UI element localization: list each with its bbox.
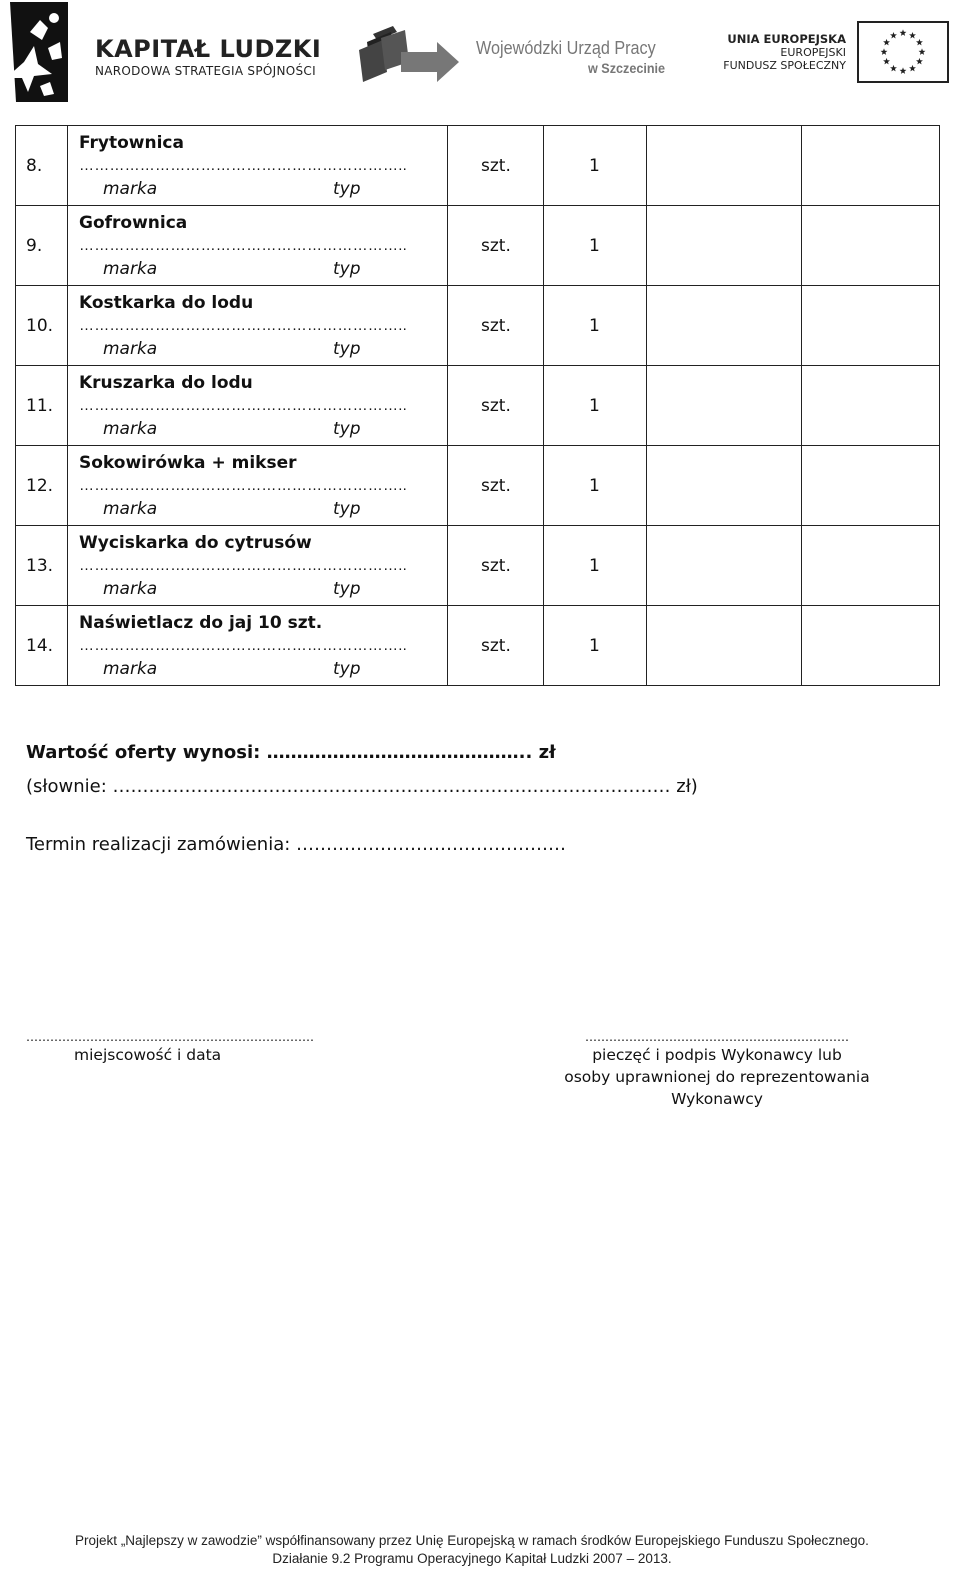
offer-value: Wartość oferty wynosi: …………………………………….. zł: [26, 742, 556, 763]
item-number: 9.: [16, 206, 68, 286]
table-row: [16, 126, 940, 206]
item-number: 13.: [16, 526, 68, 606]
item-unit: szt.: [448, 366, 544, 446]
item-labels: [68, 576, 447, 602]
item-dots: ………………………………………………………..: [79, 236, 407, 254]
eu-star-icon: [909, 65, 916, 72]
type-label: typ: [333, 658, 361, 679]
item-quantity: 1: [544, 526, 647, 606]
item-number: 11.: [16, 366, 68, 446]
item-quantity: 1: [544, 366, 647, 446]
eu-star-icon: [883, 39, 890, 46]
item-name: Naświetlacz do jaj 10 szt.: [79, 612, 323, 633]
eu-star-icon: [919, 48, 926, 55]
item-labels: [68, 496, 447, 522]
footer-line2: Działanie 9.2 Programu Operacyjnego Kapitał Ludzki 2007 – 2013.: [272, 1551, 672, 1566]
item-name: Kostkarka do lodu: [79, 292, 254, 313]
item-description: [68, 126, 448, 206]
eu-star-icon: [881, 48, 888, 55]
wup-cards-arrow-logo-icon: [355, 24, 463, 88]
item-unit: szt.: [448, 526, 544, 606]
eu-stars-flag-icon: [857, 21, 949, 83]
total-price-cell[interactable]: [802, 286, 940, 366]
offer-summary: [26, 742, 698, 855]
item-quantity: 1: [544, 126, 647, 206]
item-quantity: 1: [544, 606, 647, 686]
item-name: Wyciskarka do cytrusów: [79, 532, 312, 553]
item-unit: szt.: [448, 206, 544, 286]
items-table: [15, 125, 940, 686]
brand-label: marka: [103, 658, 158, 679]
type-label: typ: [333, 498, 361, 519]
completion-term: Termin realizacji zamówienia: ………………………………………: [26, 834, 567, 855]
item-dots: ………………………………………………………..: [79, 556, 407, 574]
type-label: typ: [333, 578, 361, 599]
total-price-cell[interactable]: [802, 366, 940, 446]
type-label: typ: [333, 418, 361, 439]
kapital-ludzki-text: [95, 36, 321, 78]
item-dots: ………………………………………………………..: [79, 316, 407, 334]
item-description: [68, 206, 448, 286]
contractor-caption-line2: osoby uprawnionej do reprezentowania Wykonawcy: [564, 1068, 870, 1108]
unit-price-cell[interactable]: [647, 206, 802, 286]
place-date-signature: [26, 1030, 314, 1066]
item-name: Frytownica: [79, 132, 184, 153]
wup-name: Wojewódzki Urząd Pracy: [476, 38, 656, 58]
brand-label: marka: [103, 418, 158, 439]
total-price-cell[interactable]: [802, 446, 940, 526]
item-number: 10.: [16, 286, 68, 366]
item-labels: [68, 336, 447, 362]
place-date-caption: miejscowość i data: [74, 1046, 222, 1064]
item-description: [68, 606, 448, 686]
table-row: [16, 366, 940, 446]
kapital-ludzki-subtitle: NARODOWA STRATEGIA SPÓJNOŚCI: [95, 64, 316, 78]
eu-star-icon: [890, 32, 897, 39]
item-quantity: 1: [544, 286, 647, 366]
table-row: [16, 206, 940, 286]
item-labels: [68, 416, 447, 442]
item-dots: ………………………………………………………..: [79, 396, 407, 414]
item-description: [68, 446, 448, 526]
wup-text: [476, 38, 676, 76]
item-labels: [68, 176, 447, 202]
type-label: typ: [333, 178, 361, 199]
type-label: typ: [333, 258, 361, 279]
eu-star-icon: [900, 67, 907, 74]
item-unit: szt.: [448, 286, 544, 366]
unit-price-cell[interactable]: [647, 286, 802, 366]
item-dots: ………………………………………………………..: [79, 156, 407, 174]
item-number: 8.: [16, 126, 68, 206]
eu-star-icon: [916, 58, 923, 65]
item-name: Sokowirówka + mikser: [79, 452, 297, 473]
contractor-signature-dots: …………………………………………………………: [585, 1030, 849, 1044]
eu-fund-line2: FUNDUSZ SPOŁECZNY: [723, 59, 846, 72]
item-name: Kruszarka do lodu: [79, 372, 253, 393]
contractor-signature: [522, 1030, 912, 1110]
eu-star-icon: [900, 29, 907, 36]
brand-label: marka: [103, 258, 158, 279]
kapital-ludzki-title: KAPITAŁ LUDZKI: [95, 35, 322, 63]
total-price-cell[interactable]: [802, 206, 940, 286]
brand-label: marka: [103, 498, 158, 519]
brand-label: marka: [103, 338, 158, 359]
table-row: [16, 446, 940, 526]
item-dots: ………………………………………………………..: [79, 636, 407, 654]
kapital-ludzki-logo-icon: [4, 2, 70, 102]
item-dots: ………………………………………………………..: [79, 476, 407, 494]
brand-label: marka: [103, 178, 158, 199]
item-unit: szt.: [448, 126, 544, 206]
eu-star-icon: [883, 58, 890, 65]
unit-price-cell[interactable]: [647, 126, 802, 206]
unit-price-cell[interactable]: [647, 606, 802, 686]
offer-value-words: (słownie: ………………………………………………………………………………… zł): [26, 776, 698, 797]
table-row: [16, 286, 940, 366]
eu-fund-line1: EUROPEJSKI: [780, 46, 846, 59]
item-description: [68, 526, 448, 606]
eu-text: [718, 32, 846, 72]
item-description: [68, 366, 448, 446]
table-row: [16, 526, 940, 606]
item-number: 14.: [16, 606, 68, 686]
unit-price-cell[interactable]: [647, 366, 802, 446]
wup-city: w Szczecinie: [588, 60, 666, 76]
item-labels: [68, 656, 447, 682]
total-price-cell[interactable]: [802, 606, 940, 686]
total-price-cell[interactable]: [802, 126, 940, 206]
page-header: [0, 0, 960, 110]
unit-price-cell[interactable]: [647, 526, 802, 606]
eu-star-icon: [890, 65, 897, 72]
footer-line1: Projekt „Najlepszy w zawodzie” współfinansowany przez Unię Europejską w ramach środków Europejskiego Funduszu Społecznego.: [75, 1533, 869, 1548]
item-quantity: 1: [544, 446, 647, 526]
place-date-dots: ………………………………………………………………: [26, 1030, 314, 1044]
eu-star-icon: [916, 39, 923, 46]
eu-star-icon: [909, 32, 916, 39]
item-name: Gofrownica: [79, 212, 188, 233]
item-quantity: 1: [544, 206, 647, 286]
eu-union: UNIA EUROPEJSKA: [727, 32, 846, 46]
unit-price-cell[interactable]: [647, 446, 802, 526]
brand-label: marka: [103, 578, 158, 599]
page-footer: [0, 1532, 944, 1568]
item-number: 12.: [16, 446, 68, 526]
item-labels: [68, 256, 447, 282]
total-price-cell[interactable]: [802, 526, 940, 606]
contractor-caption-line1: pieczęć i podpis Wykonawcy lub: [592, 1046, 842, 1064]
item-unit: szt.: [448, 446, 544, 526]
table-row: [16, 606, 940, 686]
item-unit: szt.: [448, 606, 544, 686]
type-label: typ: [333, 338, 361, 359]
item-description: [68, 286, 448, 366]
